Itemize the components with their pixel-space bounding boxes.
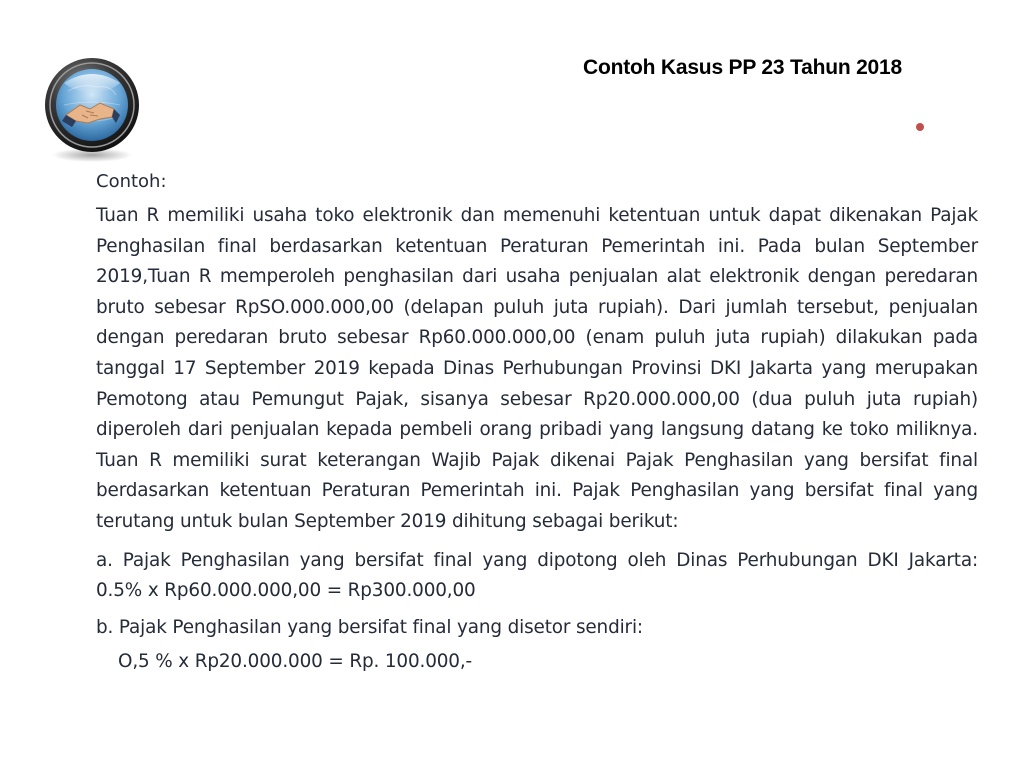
body-heading: Contoh: <box>96 171 167 192</box>
item-b-calculation: O,5 % x Rp20.000.000 = Rp. 100.000,- <box>118 650 473 672</box>
item-b: b. Pajak Penghasilan yang bersifat final yang disetor sendiri: <box>96 616 643 638</box>
case-paragraph: Tuan R memiliki usaha toko elektronik dan memenuhi ketentuan untuk dapat dikenakan Pajak Penghasilan final berdasarkan ketentuan Peraturan Pemerintah ini. Pada bulan September 2019,Tuan R memperoleh penghasilan dari usaha penjualan alat elektronik dengan peredaran bruto sebesar RpSO.000.000,00 (delapan puluh juta rupiah). Dari jumlah tersebut, penjualan dengan peredaran bruto sebesar Rp60.000.000,00 (enam puluh juta rupiah) dilakukan pada tanggal 17 September 2019 kepada Dinas Perhubungan Provinsi DKI Jakarta yang merupakan Pemotong atau Pemungut Pajak, sisanya sebesar Rp20.000.000,00 (dua puluh juta rupiah) diperoleh dari penjualan kepada pembeli orang pribadi yang langsung datang ke toko miliknya. Tuan R memiliki surat keterangan Wajib Pajak dikenai Pajak Penghasilan yang bersifat final berdasarkan ketentuan Peraturan Pemerintah ini. Pajak Penghasilan yang bersifat final yang terutang untuk bulan September 2019 dihitung sebagai berikut: <box>96 205 978 532</box>
item-a: a. Pajak Penghasilan yang bersifat final yang dipotong oleh Dinas Perhubungan DKI Jakarta: 0.5% x Rp60.000.000,00 = Rp300.000,00 <box>96 549 978 602</box>
handshake-globe-icon <box>42 55 142 165</box>
slide-body <box>96 170 978 677</box>
slide-title: Contoh Kasus PP 23 Tahun 2018 <box>582 56 902 79</box>
title-underline <box>152 120 932 134</box>
